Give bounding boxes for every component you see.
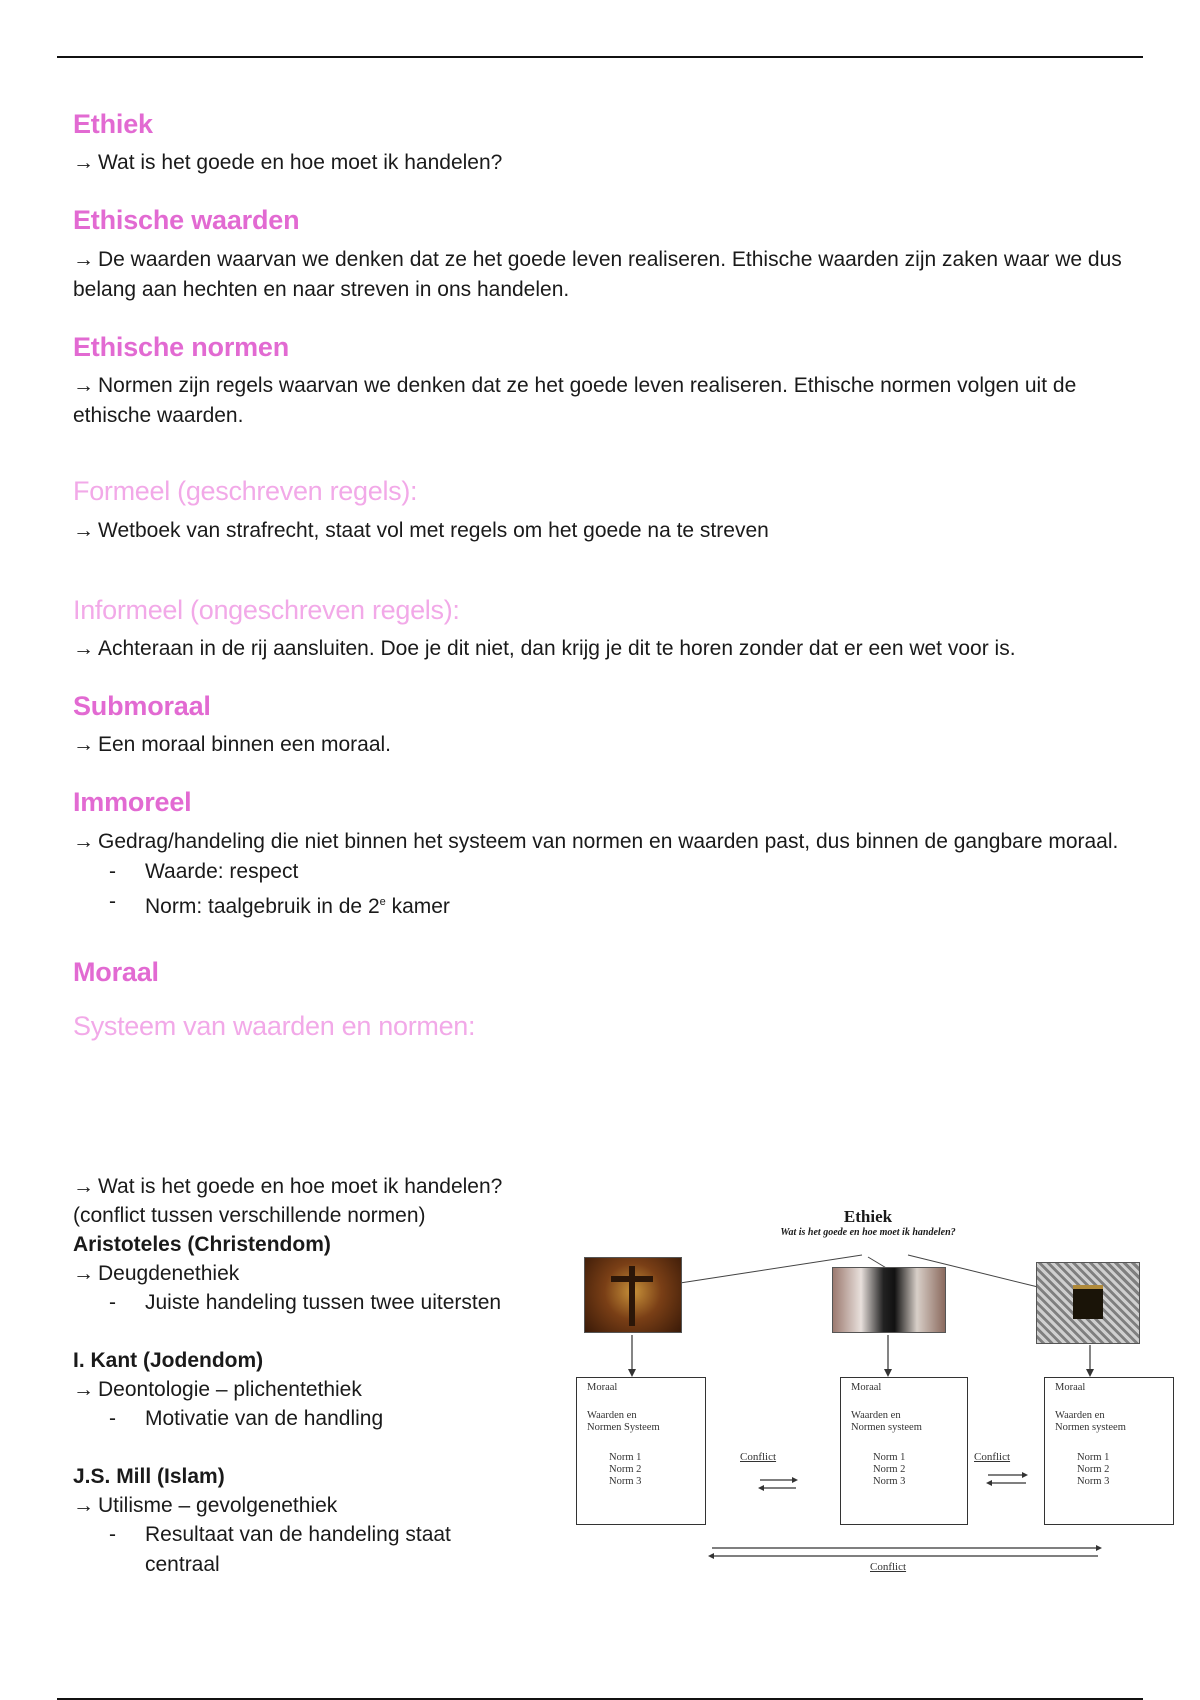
- list-item: - Motivatie van de handling: [109, 1404, 573, 1434]
- section-immoreel: [73, 786, 1133, 921]
- text-immoreel: → Gedrag/handeling die niet binnen het systeem van normen en waarden past, dus binnen de gangbare moraal.: [73, 829, 1119, 853]
- text-informeel: → Achteraan in de rij aansluiten. Doe je dit niet, dan krijg je dit te horen zonder dat er een wet voor is.: [73, 636, 1016, 660]
- heading-informeel: Informeel (ongeschreven regels):: [73, 594, 460, 625]
- section-normen: [73, 331, 1133, 431]
- conflict-label: Conflict: [974, 1451, 1011, 1463]
- mill-heading: J.S. Mill (Islam): [73, 1465, 225, 1488]
- section-ethiek: [73, 108, 1133, 178]
- utilisme: → Utilisme – gevolgenethiek: [73, 1494, 338, 1517]
- heading-moraal: Moraal: [73, 956, 159, 987]
- list-item: - Resultaat van de handeling staat centraal: [109, 1520, 573, 1580]
- top-rule: [57, 56, 1143, 58]
- arrow-icon: →: [73, 636, 94, 660]
- text-submoraal: → Een moraal binnen een moraal.: [73, 733, 392, 757]
- heading-submoraal: Submoraal: [73, 690, 211, 721]
- deontologie: → Deontologie – plichentethiek: [73, 1378, 362, 1401]
- section-formeel: [73, 475, 1133, 545]
- arrow-icon: →: [73, 829, 94, 853]
- heading-ethiek: Ethiek: [73, 109, 153, 139]
- arrow-icon: →: [73, 1262, 94, 1285]
- section-submoraal: [73, 690, 1133, 760]
- arrow-icon: →: [73, 374, 94, 398]
- conflict-label: Conflict: [740, 1451, 777, 1463]
- moraal-left-column: [73, 1172, 573, 1580]
- moraal-box-christendom: Moraal Waarden en Normen Systeem Norm 1 Norm 2 Norm 3: [576, 1377, 706, 1525]
- deugdenethiek: → Deugdenethiek: [73, 1262, 240, 1285]
- heading-immoreel: Immoreel: [73, 787, 192, 818]
- moraal-box-jodendom: Moraal Waarden en Normen systeem Norm 1 Norm 2 Norm 3: [840, 1377, 968, 1525]
- list-item: - Juiste handeling tussen twee uitersten: [109, 1288, 573, 1318]
- section-waarden: [73, 204, 1133, 304]
- subheading-systeem: Systeem van waarden en normen:: [73, 1011, 476, 1042]
- arrow-icon: →: [73, 1175, 94, 1198]
- moraal-line-1: → Wat is het goede en hoe moet ik handelen?: [73, 1175, 503, 1198]
- ethiek-diagram: [568, 1195, 1168, 1590]
- text-normen: → Normen zijn regels waarvan we denken dat ze het goede leven realiseren. Ethische normen volgen uit de ethische waarden.: [73, 374, 1077, 428]
- kaaba-image: [1036, 1262, 1140, 1344]
- arrow-icon: →: [73, 1494, 94, 1517]
- arrow-icon: →: [73, 247, 94, 271]
- deon-list: [73, 1404, 573, 1434]
- moraal-line-2: (conflict tussen verschillende normen): [73, 1204, 426, 1227]
- list-item: - Waarde: respect: [109, 857, 1133, 887]
- heading-formeel: Formeel (geschreven regels):: [73, 476, 418, 507]
- text-formeel: → Wetboek van strafrecht, staat vol met regels om het goede na te streven: [73, 518, 769, 542]
- kant-heading: I. Kant (Jodendom): [73, 1349, 264, 1372]
- arrow-icon: →: [73, 1378, 94, 1401]
- crucifix-image: [584, 1257, 682, 1333]
- list-item: - Norm: taalgebruik in de 2e kamer: [109, 887, 1133, 922]
- text-waarden: → De waarden waarvan we denken dat ze het goede leven realiseren. Ethische waarden zijn zaken waar we dus belang aan hechten en naar streven in ons handelen.: [73, 247, 1122, 301]
- deugd-list: [73, 1288, 573, 1318]
- text-ethiek: → Wat is het goede en hoe moet ik handelen?: [73, 151, 503, 175]
- aristoteles-heading: Aristoteles (Christendom): [73, 1233, 331, 1256]
- moraal-box-islam: Moraal Waarden en Normen systeem Norm 1 Norm 2 Norm 3: [1044, 1377, 1174, 1525]
- jewish-image: [832, 1267, 946, 1333]
- arrow-icon: →: [73, 518, 94, 542]
- diagram-title: Ethiek: [843, 1207, 893, 1226]
- heading-normen: Ethische normen: [73, 331, 290, 362]
- notes-content: [73, 108, 1133, 1043]
- heading-waarden: Ethische waarden: [73, 205, 300, 236]
- diagram-subtitle: Wat is het goede en hoe moet ik handelen?: [780, 1227, 956, 1238]
- arrow-icon: →: [73, 733, 94, 757]
- section-moraal: [73, 956, 1133, 1043]
- immoreel-list: [73, 857, 1133, 922]
- arrow-icon: →: [73, 151, 94, 175]
- util-list: [73, 1520, 573, 1580]
- section-informeel: [73, 594, 1133, 664]
- conflict-label: Conflict: [870, 1561, 907, 1573]
